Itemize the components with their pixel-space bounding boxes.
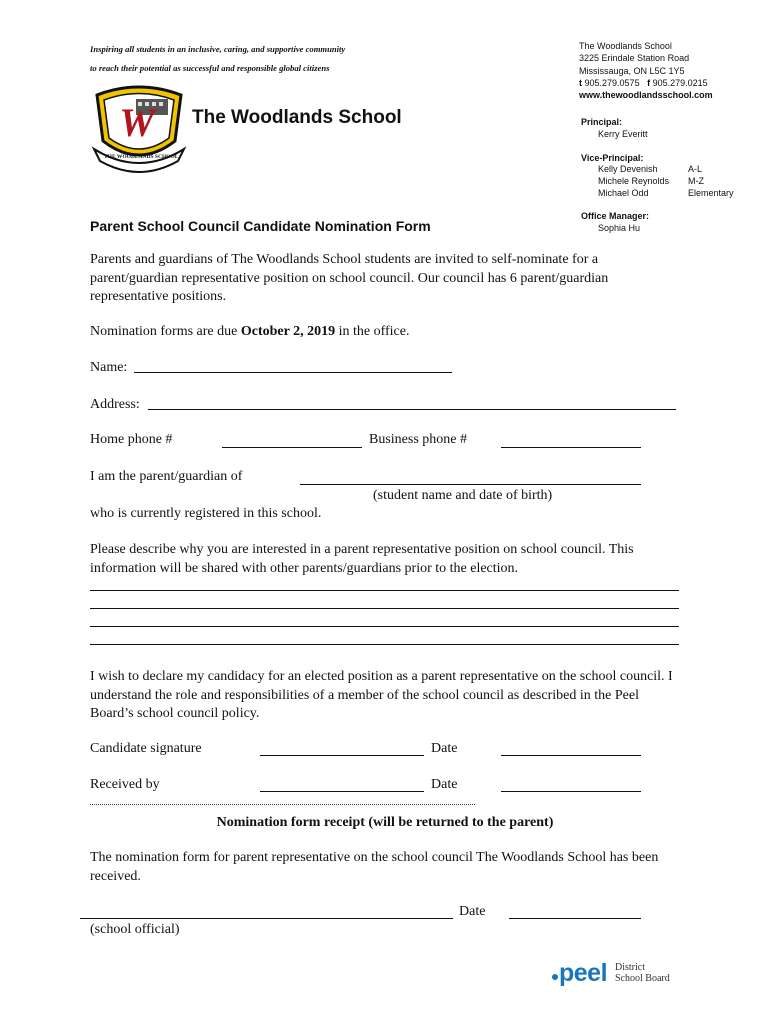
reason-line[interactable] [90, 626, 679, 627]
motto [90, 40, 420, 78]
address-label: Address: [90, 397, 140, 412]
student-caption: (student name and date of birth) [373, 488, 553, 503]
home-phone-label: Home phone # [90, 432, 173, 447]
reason-line[interactable] [90, 590, 679, 591]
vp-range: A-L [688, 164, 703, 175]
due-date: October 2, 2019 [240, 324, 336, 339]
address-field[interactable] [148, 409, 676, 410]
vp-name: Michele Reynolds [598, 176, 670, 187]
received-by-field[interactable] [260, 791, 424, 792]
school-official-label: (school official) [90, 922, 180, 937]
received-by-label: Received by [90, 777, 160, 792]
office-manager-label: Office Manager: [581, 210, 650, 221]
registered-text: who is currently registered in this school. [90, 506, 322, 521]
receipt-date-field[interactable] [509, 918, 641, 919]
vp-name: Michael Odd [598, 187, 649, 198]
fax-number: 905.279.0215 [652, 77, 708, 88]
declaration-paragraph: I wish to declare my candidacy for an elected position as a parent representative on the school council. I understand the role and responsibilities of a member of the school council as described in the Peel Board’s school council policy. [90, 669, 673, 721]
date-label: Date [431, 741, 458, 756]
peel-board-logo [552, 957, 682, 997]
name-field[interactable] [134, 372, 452, 373]
vice-principal-label: Vice-Principal: [581, 152, 644, 163]
address-phones: t 905.279.0575 f 905.279.0215 [579, 77, 708, 88]
vp-row [581, 188, 761, 200]
business-phone-field[interactable] [501, 447, 641, 448]
date-label: Date [431, 777, 458, 792]
vp-range: Elementary [688, 187, 734, 198]
school-crest-logo [90, 83, 188, 173]
motto-line-2: to reach their potential as successful and responsible global citizens [90, 63, 330, 73]
home-phone-field[interactable] [222, 447, 362, 448]
office-manager-name: Sophia Hu [598, 222, 641, 233]
phone-number: 905.279.0575 [584, 77, 640, 88]
vp-row [581, 176, 761, 188]
vp-range: M-Z [688, 176, 704, 187]
school-address [579, 40, 759, 101]
crest-monogram: W [119, 100, 155, 145]
motto-line-1: Inspiring all students in an inclusive, caring, and supportive community [90, 44, 346, 54]
peel-wordmark: peel [559, 959, 608, 987]
address-street: 3225 Erindale Station Road [579, 53, 690, 64]
address-city: Mississauga, ON L5C 1Y5 [579, 65, 685, 76]
business-phone-label: Business phone # [369, 432, 467, 447]
receipt-title: Nomination form receipt (will be returned to the parent) [216, 815, 554, 830]
peel-dot-icon [552, 974, 558, 980]
parent-of-label: I am the parent/guardian of [90, 469, 243, 484]
reason-line[interactable] [90, 608, 679, 609]
board-name: District School Board [615, 962, 670, 984]
vp-name: Kelly Devenish [598, 164, 658, 175]
candidate-date-field[interactable] [501, 755, 641, 756]
vp-row [581, 164, 761, 176]
student-field[interactable] [300, 484, 641, 485]
staff-listing [581, 117, 761, 234]
candidate-signature-label: Candidate signature [90, 741, 202, 756]
describe-paragraph: Please describe why you are interested in a parent representative position on school council. This information will be shared with other parents/guardians prior to the election. [90, 542, 634, 576]
candidate-signature-field[interactable] [260, 755, 424, 756]
cut-line-divider [90, 804, 475, 805]
reason-line[interactable] [90, 644, 679, 645]
received-date-field[interactable] [501, 791, 641, 792]
crest-banner-text: THE WOODLANDS SCHOOL [104, 154, 179, 160]
principal-name: Kerry Everitt [598, 128, 648, 139]
school-official-signature-field[interactable] [80, 918, 453, 919]
due-date-line: Nomination forms are due October 2, 2019 in the office. [90, 324, 410, 339]
school-website: www.thewoodlandsschool.com [579, 90, 713, 101]
address-name: The Woodlands School [579, 41, 672, 51]
name-label: Name: [90, 360, 128, 375]
receipt-date-label: Date [459, 904, 486, 919]
receipt-paragraph: The nomination form for parent representative on the school council The Woodlands School has been received. [90, 850, 659, 884]
principal-label: Principal: [581, 117, 623, 127]
school-name: The Woodlands School [192, 107, 402, 128]
form-title: Parent School Council Candidate Nomination Form [90, 218, 431, 234]
intro-paragraph: Parents and guardians of The Woodlands School students are invited to self-nominate for a parent/guardian representative position on school council. Our council has 6 parent/guardian representative positions. [90, 252, 609, 304]
